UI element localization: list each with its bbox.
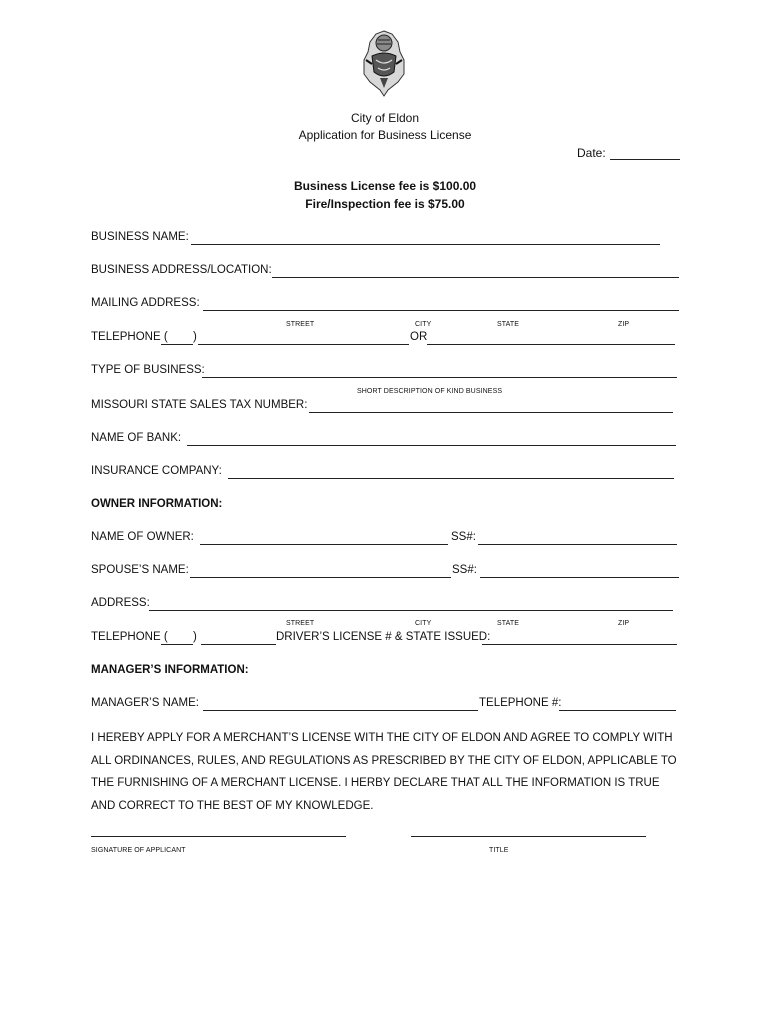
spouse-name-label: SPOUSE’S NAME: <box>91 564 189 576</box>
business-name-field[interactable] <box>191 244 660 245</box>
business-area-code-field[interactable] <box>161 344 193 345</box>
owner-telephone-close: ) <box>193 631 197 643</box>
sales-tax-label: MISSOURI STATE SALES TAX NUMBER: <box>91 399 308 411</box>
drivers-license-label: DRIVER’S LICENSE # & STATE ISSUED: <box>276 631 491 643</box>
owner-ss-label: SS#: <box>451 531 476 543</box>
business-type-field[interactable] <box>202 377 677 378</box>
owner-name-field[interactable] <box>200 544 448 545</box>
business-license-fee: Business License fee is $100.00 <box>293 179 477 193</box>
manager-heading: MANAGER’S INFORMATION: <box>91 664 249 676</box>
acknowledgement-line: THE FURNISHING OF A MERCHANT LICENSE. I HERBY DECLARE THAT ALL THE INFORMATION IS TRUE <box>91 777 660 789</box>
mailing-address-label: MAILING ADDRESS: <box>91 297 200 309</box>
city-name: City of Eldon <box>350 111 420 125</box>
acknowledgement-line: I HEREBY APPLY FOR A MERCHANT’S LICENSE WITH THE CITY OF ELDON AND AGREE TO COMPLY WITH <box>91 732 673 744</box>
owner-sub-state: STATE <box>497 620 520 627</box>
spouse-ss-label: SS#: <box>452 564 477 576</box>
business-telephone-label: TELEPHONE ( <box>91 331 168 343</box>
owner-address-label: ADDRESS: <box>91 597 150 609</box>
spouse-ss-field[interactable] <box>480 577 679 578</box>
applicant-signature-field[interactable] <box>91 836 346 837</box>
acknowledgement-paragraph <box>91 727 691 817</box>
bank-field[interactable] <box>187 445 676 446</box>
business-telephone-close: ) <box>193 331 197 343</box>
date-field[interactable] <box>610 159 680 160</box>
business-telephone-or: OR <box>410 331 428 343</box>
insurance-field[interactable] <box>228 478 674 479</box>
owner-sub-city: CITY <box>415 620 432 627</box>
manager-name-label: MANAGER’S NAME: <box>91 697 199 709</box>
business-type-hint: SHORT DESCRIPTION OF KIND BUSINESS <box>357 388 503 395</box>
owner-address-field[interactable] <box>149 610 673 611</box>
manager-name-field[interactable] <box>203 710 478 711</box>
insurance-label: INSURANCE COMPANY: <box>91 465 222 477</box>
business-type-label: TYPE OF BUSINESS: <box>91 364 205 376</box>
owner-heading: OWNER INFORMATION: <box>91 498 223 510</box>
drivers-license-field[interactable] <box>482 644 677 645</box>
mailing-sub-street: STREET <box>286 321 315 328</box>
sales-tax-field[interactable] <box>309 412 673 413</box>
owner-sub-zip: ZIP <box>618 620 630 627</box>
city-seal-logo <box>358 30 410 98</box>
mailing-sub-state: STATE <box>497 321 520 328</box>
owner-name-label: NAME OF OWNER: <box>91 531 194 543</box>
owner-sub-street: STREET <box>286 620 315 627</box>
spouse-name-field[interactable] <box>190 577 451 578</box>
title-field[interactable] <box>411 836 646 837</box>
form-title: Application for Business License <box>298 128 472 142</box>
acknowledgement-line: ALL ORDINANCES, RULES, AND REGULATIONS AS PRESCRIBED BY THE CITY OF ELDON, APPLICABLE TO <box>91 754 677 767</box>
applicant-signature-label: SIGNATURE OF APPLICANT <box>91 847 186 854</box>
fire-inspection-fee: Fire/Inspection fee is $75.00 <box>305 197 465 211</box>
mailing-address-field[interactable] <box>203 310 679 311</box>
owner-telephone-field[interactable] <box>201 644 276 645</box>
mailing-sub-zip: ZIP <box>618 321 630 328</box>
mailing-sub-city: CITY <box>415 321 432 328</box>
owner-area-code-field[interactable] <box>161 644 193 645</box>
owner-ss-field[interactable] <box>478 544 677 545</box>
manager-telephone-label: TELEPHONE #: <box>479 697 562 709</box>
manager-telephone-field[interactable] <box>559 710 676 711</box>
bank-label: NAME OF BANK: <box>91 432 182 444</box>
title-label: TITLE <box>489 847 509 854</box>
business-address-field[interactable] <box>272 277 679 278</box>
business-name-label: BUSINESS NAME: <box>91 231 189 243</box>
business-address-label: BUSINESS ADDRESS/LOCATION: <box>91 264 272 276</box>
owner-telephone-label: TELEPHONE ( <box>91 631 168 643</box>
date-label: Date: <box>577 146 606 160</box>
business-alt-telephone-field[interactable] <box>427 344 675 345</box>
acknowledgement-line: AND CORRECT TO THE BEST OF MY KNOWLEDGE. <box>91 799 374 812</box>
business-telephone-field[interactable] <box>198 344 409 345</box>
